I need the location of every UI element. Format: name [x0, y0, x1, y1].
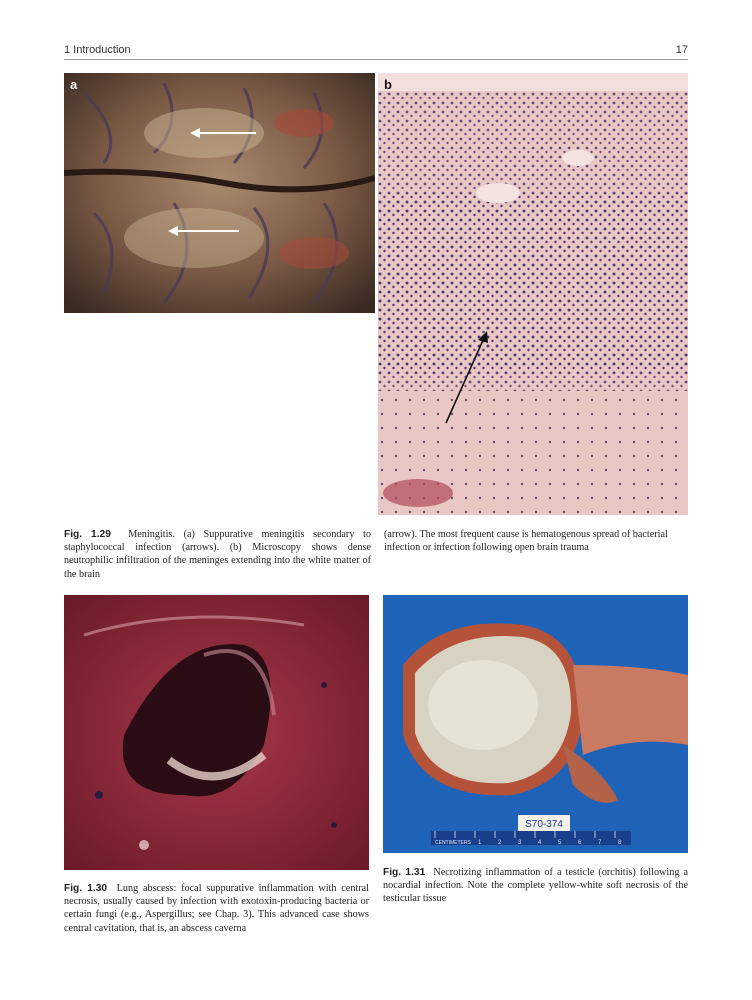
ruler-number: 1 — [478, 840, 482, 846]
ruler-number: 8 — [618, 840, 622, 846]
figure-number: Fig. 1.30 — [64, 883, 108, 894]
figure-1-30-caption — [64, 882, 369, 935]
caption-text: Necrotizing inflammation of a testicle (orchitis) following a nocardial infection. Note the complete yellow-white soft necrosis of the testicular tissue — [383, 867, 688, 905]
figure-1-29b-histology — [378, 73, 688, 515]
header-rule — [64, 59, 688, 60]
ruler-label: CENTIMETERS — [435, 840, 471, 846]
panel-label-a: a — [70, 77, 78, 92]
specimen-label-text: S70-374 — [525, 819, 563, 830]
ruler-number: 2 — [498, 840, 502, 846]
figure-number: Fig. 1.29 — [64, 529, 111, 540]
caption-text: Meningitis. (a) Suppurative meningitis secondary to staphylococcal infection (arrows). (b) Microscopy shows dense neutrophilic infiltration of the meninges extending into the white matter of the brain — [64, 529, 372, 580]
caption-text: Lung abscess: focal suppurative inflammation with central necrosis, usually caused by infection with exotoxin-producing bacteria or certain fungi (e.g., Aspergillus; see Chap. 3). This advanced case shows central cavitation, that is, an abscess caverna — [64, 883, 369, 934]
figure-1-31-caption — [383, 866, 688, 906]
panel-label-b: b — [384, 77, 392, 92]
ruler-number: 6 — [578, 840, 582, 846]
figure-1-29a-brain-photo — [64, 73, 375, 313]
figure-1-29-caption-left — [64, 528, 371, 581]
running-header-chapter: 1 Introduction — [64, 44, 131, 56]
ruler-number: 3 — [518, 840, 522, 846]
figure-number: Fig. 1.31 — [383, 867, 426, 878]
figure-1-30-lung-abscess-photo — [64, 595, 369, 870]
ruler-number: 4 — [538, 840, 542, 846]
ruler-number: 5 — [558, 840, 562, 846]
ruler-number: 7 — [598, 840, 602, 846]
page-number: 17 — [675, 44, 688, 56]
figure-1-31-testicle-photo — [383, 595, 688, 853]
figure-1-29-caption-right: (arrow). The most frequent cause is hematogenous spread of bacterial infection or infection following open brain trauma — [384, 529, 668, 554]
